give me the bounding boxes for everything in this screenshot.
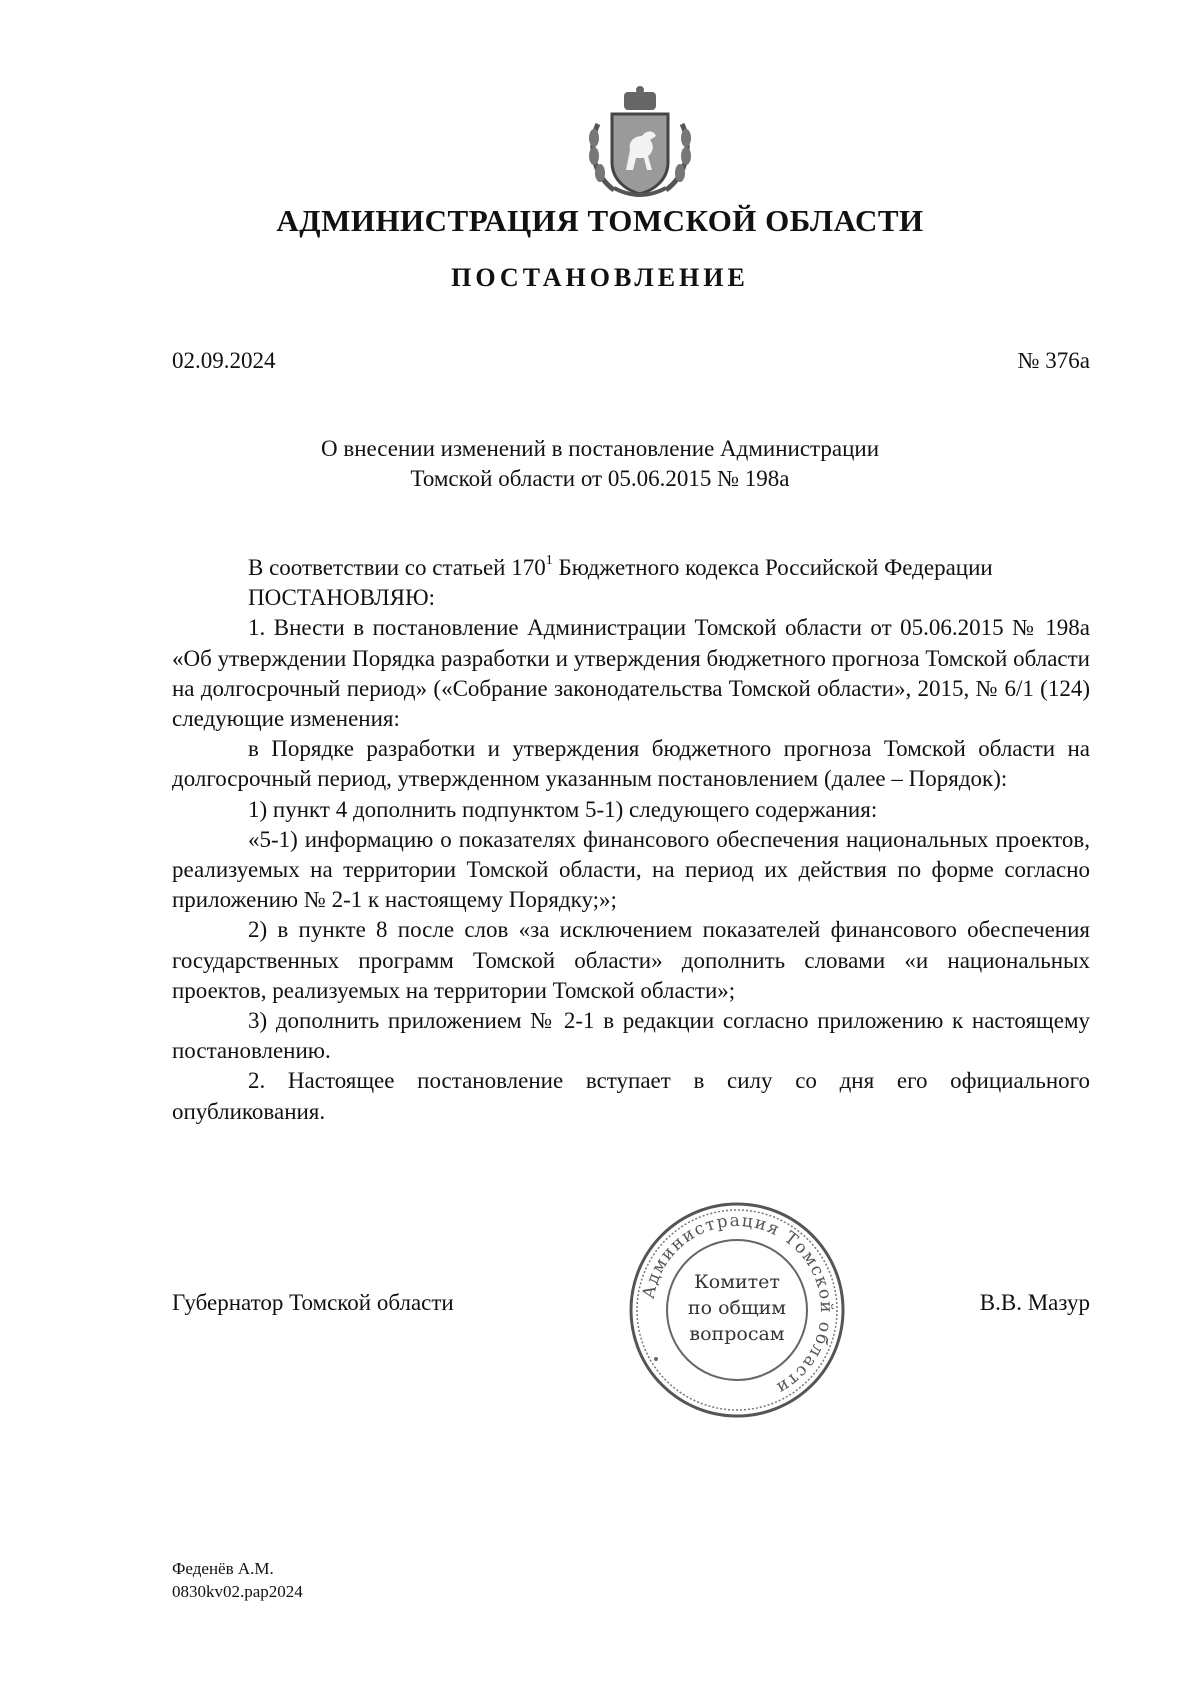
executor-block	[172, 1557, 303, 1603]
decree-word: ПОСТАНОВЛЯЮ:	[248, 585, 436, 611]
article-superscript: 1	[545, 553, 553, 569]
body-paragraph: «5-1) информацию о показателях финансового обеспечения национальных проектов, реализуемых на территории Томской области, на период их действия по форме согласно приложению № 2-1 к настоящему Порядку;»;	[172, 826, 1090, 913]
body-paragraph: 2) в пункте 8 после слов «за исключением показателей финансового обеспечения государственных программ Томской области» дополнить словами «и национальных проектов, реализуемых на территории Томской области»;	[172, 917, 1090, 1003]
file-code: 0830kv02.pap2024	[172, 1582, 303, 1601]
intro-text: В соответствии со статьей 170	[248, 555, 546, 580]
intro-text: Бюджетного кодекса Российской Федерации	[552, 555, 993, 580]
subject-line: Томской области от 05.06.2015 № 198а	[410, 466, 790, 491]
document-subject	[0, 434, 1200, 494]
stamp-line: Комитет	[694, 1271, 780, 1293]
stamp-line: по общим	[687, 1297, 787, 1319]
official-stamp	[626, 1199, 848, 1421]
organization-title: АДМИНИСТРАЦИЯ ТОМСКОЙ ОБЛАСТИ	[276, 203, 924, 238]
signatory-position: Губернатор Томской области	[172, 1290, 454, 1315]
document-date: 02.09.2024	[172, 348, 276, 373]
subject-line: О внесении изменений в постановление Администрации	[320, 436, 880, 461]
body-paragraph: 3) дополнить приложением № 2-1 в редакции согласно приложению к настоящему постановлению.	[172, 1008, 1090, 1064]
stamp-ring-text: Администрация Томской области	[638, 1210, 837, 1399]
body-paragraph: 1) пункт 4 дополнить подпунктом 5-1) следующего содержания:	[248, 796, 878, 822]
body-paragraph: 2. Настоящее постановление вступает в силу со дня его официального опубликования.	[172, 1068, 1090, 1124]
stamp-line: вопросам	[689, 1323, 785, 1345]
body-paragraph: 1. Внести в постановление Администрации Томской области от 05.06.2015 № 198а «Об утверждении Порядка разработки и утверждения бюджетного прогноза Томской области на долгосрочный период» («Собрание законодательства Томской области», 2015, № 6/1 (124) следующие изменения:	[172, 615, 1090, 732]
body-paragraph: в Порядке разработки и утверждения бюджетного прогноза Томской области на долгосрочный период, утвержденном указанным постановлением (далее – Порядок):	[172, 736, 1090, 792]
document-type: ПОСТАНОВЛЕНИЕ	[451, 263, 749, 292]
stamp-center-text	[626, 1269, 848, 1347]
signatory-name: В.В. Мазур	[979, 1290, 1090, 1315]
body-intro	[172, 553, 1090, 583]
coat-of-arms-icon	[584, 84, 696, 202]
document-body	[172, 553, 1090, 1127]
executor-name: Феденёв А.М.	[172, 1559, 274, 1578]
document-number: № 376а	[1017, 348, 1090, 373]
